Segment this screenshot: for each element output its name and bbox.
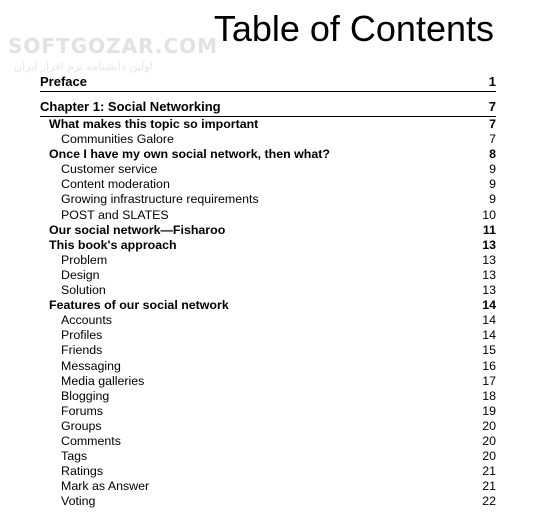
toc-subsection-entry[interactable]: [40, 404, 496, 419]
toc-entry-page: 16: [482, 358, 496, 373]
toc-entry-label: Chapter 1: Social Networking: [40, 99, 221, 114]
toc-entry-page: 15: [482, 343, 496, 358]
toc-entry-page: 22: [482, 494, 496, 509]
toc-entry-label: Friends: [61, 343, 103, 358]
toc-subsection-entry[interactable]: [40, 374, 496, 389]
toc-entry-label: Features of our social network: [49, 298, 229, 313]
toc-entry-label: Accounts: [61, 313, 112, 328]
toc-subsection-entry[interactable]: [40, 479, 496, 494]
toc-entry-page: 9: [489, 177, 496, 192]
toc-subsection-entry[interactable]: [40, 192, 496, 207]
toc-subsection-entry[interactable]: [40, 449, 496, 464]
toc-entry-page: 13: [482, 283, 496, 298]
toc-subsection-entry[interactable]: [40, 419, 496, 434]
toc-entry-page: 14: [482, 313, 496, 328]
toc-entry-page: 1: [488, 74, 496, 89]
toc-subsection-entry[interactable]: [40, 389, 496, 404]
toc-list: [40, 72, 496, 509]
toc-section-entry[interactable]: [40, 223, 496, 238]
toc-entry-label: Content moderation: [61, 177, 170, 192]
toc-entry-page: 17: [482, 373, 496, 388]
toc-entry-page: 21: [482, 479, 496, 494]
toc-chapter-entry[interactable]: [40, 72, 496, 92]
toc-entry-page: 9: [489, 162, 496, 177]
toc-entry-label: Problem: [61, 252, 108, 267]
toc-entry-label: Preface: [40, 74, 87, 89]
toc-subsection-entry[interactable]: [40, 132, 496, 147]
toc-entry-page: 7: [488, 99, 496, 114]
toc-entry-page: 20: [482, 449, 496, 464]
toc-subsection-entry[interactable]: [40, 253, 496, 268]
toc-entry-label: Customer service: [61, 162, 158, 177]
toc-entry-label: What makes this topic so important: [49, 117, 259, 131]
toc-entry-label: This book's approach: [49, 237, 177, 252]
toc-subsection-entry[interactable]: [40, 313, 496, 328]
toc-subsection-entry[interactable]: [40, 494, 496, 509]
toc-chapter-entry[interactable]: [40, 97, 496, 117]
toc-entry-label: Groups: [61, 418, 102, 433]
toc-subsection-entry[interactable]: [40, 359, 496, 374]
toc-entry-page: 7: [489, 132, 496, 147]
toc-entry-page: 7: [489, 117, 496, 131]
toc-section-entry[interactable]: [40, 238, 496, 253]
toc-entry-page: 11: [482, 222, 496, 237]
toc-entry-label: Mark as Answer: [61, 479, 150, 494]
toc-entry-page: 13: [482, 267, 496, 282]
toc-entry-label: Ratings: [61, 464, 104, 479]
toc-entry-page: 13: [482, 252, 496, 267]
watermark-logo: SOFTGOZAR.COM: [8, 34, 219, 58]
toc-entry-label: Solution: [61, 283, 106, 298]
toc-entry-page: 21: [482, 464, 496, 479]
toc-subsection-entry[interactable]: [40, 343, 496, 358]
toc-entry-label: Once I have my own social network, then what?: [49, 147, 330, 162]
toc-section-entry[interactable]: [40, 147, 496, 162]
toc-subsection-entry[interactable]: [40, 268, 496, 283]
toc-subsection-entry[interactable]: [40, 434, 496, 449]
toc-entry-page: 10: [482, 207, 496, 222]
toc-entry-page: 20: [482, 433, 496, 448]
toc-entry-label: Forums: [61, 403, 103, 418]
toc-entry-page: 9: [489, 192, 496, 207]
toc-entry-page: 20: [482, 418, 496, 433]
toc-entry-label: Media galleries: [61, 373, 145, 388]
toc-entry-page: 18: [482, 388, 496, 403]
watermark-subtext: اولین دانشنامه نرم افزار ایران: [14, 60, 153, 73]
toc-entry-label: Growing infrastructure requirements: [61, 192, 259, 207]
toc-entry-label: Blogging: [61, 388, 110, 403]
toc-entry-page: 19: [482, 403, 496, 418]
toc-entry-page: 14: [482, 328, 496, 343]
toc-entry-label: Our social network—Fisharoo: [49, 222, 226, 237]
toc-entry-label: Design: [61, 267, 100, 282]
toc-subsection-entry[interactable]: [40, 464, 496, 479]
toc-entry-label: Voting: [61, 494, 96, 509]
toc-entry-label: Tags: [61, 449, 88, 464]
toc-entry-label: Comments: [61, 433, 121, 448]
toc-section-entry[interactable]: [40, 117, 496, 132]
toc-subsection-entry[interactable]: [40, 328, 496, 343]
toc-subsection-entry[interactable]: [40, 162, 496, 177]
toc-entry-page: 8: [489, 147, 496, 162]
toc-section-entry[interactable]: [40, 298, 496, 313]
toc-subsection-entry[interactable]: [40, 208, 496, 223]
toc-entry-label: Communities Galore: [61, 132, 174, 147]
toc-entry-label: Messaging: [61, 358, 121, 373]
toc-entry-label: POST and SLATES: [61, 207, 169, 222]
toc-subsection-entry[interactable]: [40, 177, 496, 192]
page-title: Table of Contents: [213, 8, 494, 49]
toc-entry-page: 13: [482, 237, 496, 252]
toc-entry-label: Profiles: [61, 328, 103, 343]
toc-entry-page: 14: [482, 298, 496, 313]
toc-subsection-entry[interactable]: [40, 283, 496, 298]
